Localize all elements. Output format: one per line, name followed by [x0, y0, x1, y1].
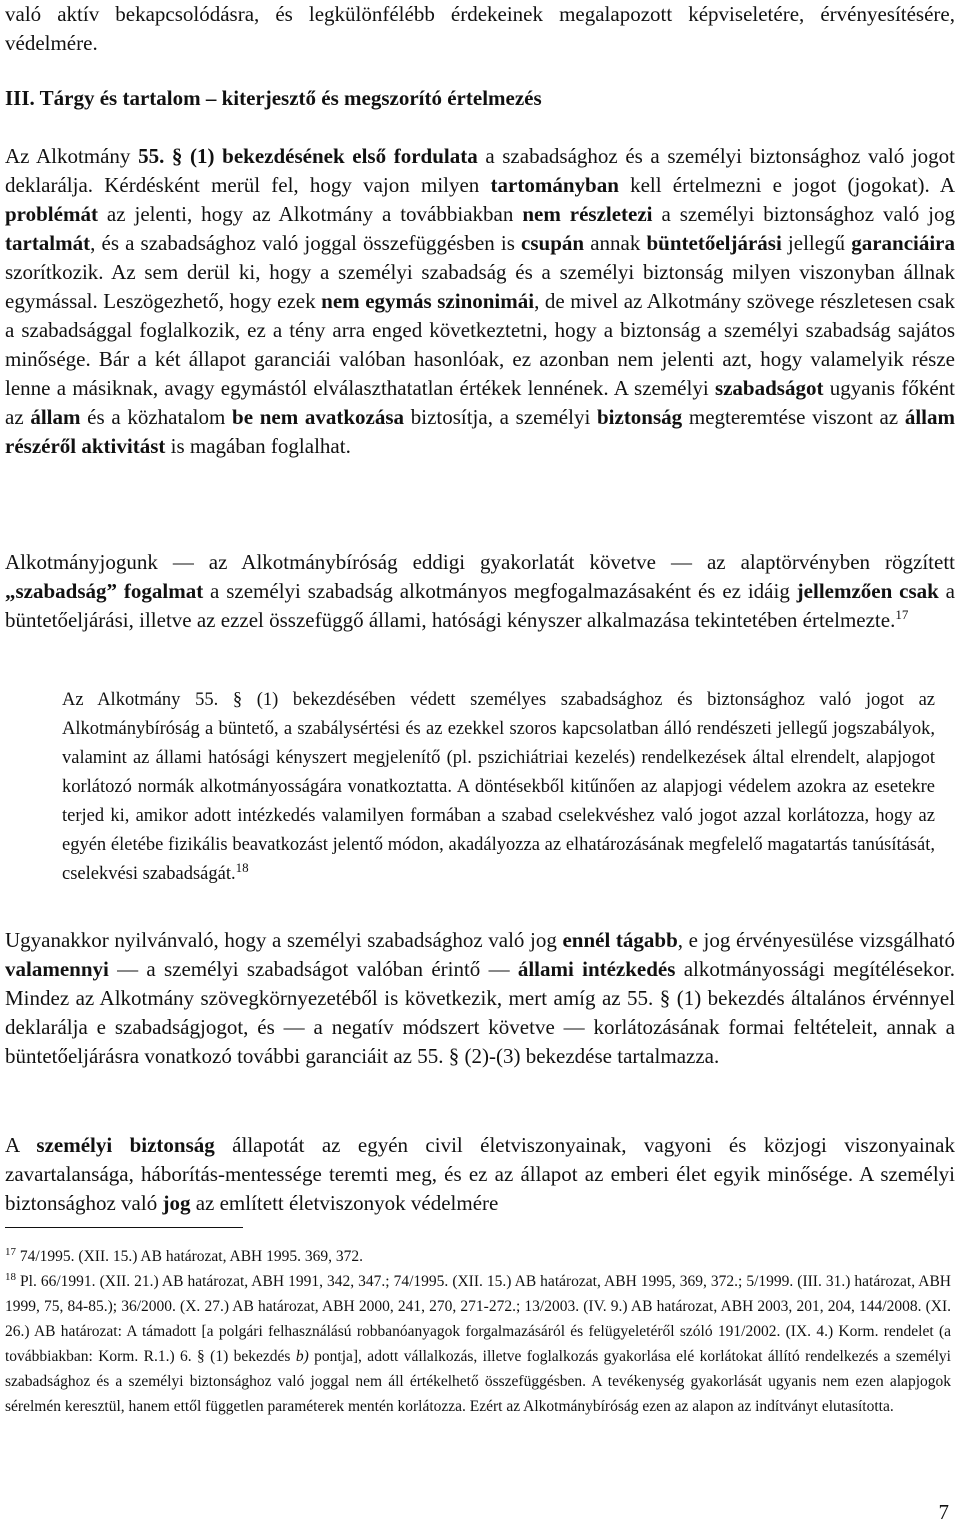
footnote-ref: 18 — [235, 859, 249, 875]
bold-text: tartományban — [490, 173, 619, 197]
text: A — [5, 1133, 37, 1157]
text: pontja], adott vállalkozás, illetve foglalkozás gyakorlása elé korlátokat állító rendelkezés a személyi szabadsághoz és a személyi biztonsághoz való joggal nem áll értékelhető összefüggésben. A tevékenység gyakorlását ugyanis nem ezen alapjogok sérelmén keresztül, hanem ettől független paraméterek mentén korlátozza. Ezért az Alkotmánybíróság ezen az alapon az indítványt elutasította. — [5, 1348, 951, 1415]
text: az említett életviszonyok védelmére — [190, 1191, 499, 1215]
text: megteremtése viszont az — [682, 405, 905, 429]
text: és a közhatalom — [80, 405, 233, 429]
text: Alkotmányjogunk — az Alkotmánybíróság eddigi gyakorlatát követve — az alaptörvényben rögzített — [5, 550, 955, 574]
bold-text: tartalmát — [5, 231, 91, 255]
text: szorítkozik. Az sem derül ki, hogy a személyi szabadság és a személyi biztonság milyen viszonyban állnak egymással. Leszögezhető, hogy ezek — [5, 260, 955, 313]
footnote-ref: 17 — [895, 607, 909, 622]
text: 74/1995. (XII. 15.) AB határozat, ABH 1995. 369, 372. — [16, 1248, 363, 1265]
text: az jelenti, hogy az Alkotmány a továbbiakban — [97, 202, 523, 226]
text: is magában foglalhat. — [165, 434, 351, 458]
text: Pl. 66/1991. (XII. 21.) AB határozat, ABH 1991, 342, 347.; 74/1995. (XII. 15.) AB határozat, ABH 1995, 369, 372.; 5/1999. (III. 31.) határozat, ABH 1999, 75, 84-85.); 36/2000. (X. 27.) AB határozat, ABH 2000, 241, 270, 271-272.; 13/2003. (IV. 9.) AB határozat, ABH 2003, 201, 204, 144/2008. (XI. 26.) AB határozat: A támadott [a polgári felhasználású robbanóanyagok forgalmazásáról és felügyeletéről szóló 191/2002. (IX. 4.) Korm. rendelet (a továbbiakban: Korm. R.1.) 6. § (1) bekezdés — [5, 1273, 951, 1365]
text: Az Alkotmány 55. § (1) bekezdésében védett személyes szabadsághoz és biztonsághoz való jogot az Alkotmánybíróság a büntető, a szabálysértési és az ezekkel szoros kapcsolatban álló rendészeti jellegű jogszabályok, valamint az állami hatósági kényszert megjelenítő (pl. pszichiátriai kezelés) rendelkezések által elrendelt, alapjogot korlátozó normák alkotmányosságára vonatkoztatta. A döntésekből kitűnően az alapjogi védelem azokra az esetekre terjed ki, amikor adott intézkedés valamilyen formában a szabad cselekvéshez való jogot azzal korlátozza, hogy az egyén életébe fizikális beavatkozást jelentő módon, akadályozza az elhatározásának megfelelő magatartás tanúsítását, cselekvési szabadságát. — [62, 690, 935, 884]
text: alkotmányossági megítélésekor. Mindez az Alkotmány szövegkörnyezetéből is következik, mert amíg az 55. § (1) bekezdés általános érvénnyel deklarálja e szabadságjogot, és — a negatív módszert követve — korlátozásának formai feltételeit, annak a büntetőeljárásra vonatkozó további garanciáit az 55. § (2)-(3) bekezdése tartalmazza. — [5, 957, 955, 1068]
bold-text: valamennyi — [5, 957, 109, 981]
text: — a személyi szabadságot valóban érintő — — [108, 957, 518, 981]
text: való aktív bekapcsolódásra, és legkülönfélébb érdekeinek megalapozott képviseletére, érvényesítésére, védelmére. — [5, 2, 955, 55]
section-heading: III. Tárgy és tartalom – kiterjesztő és megszorító értelmezés — [5, 86, 542, 110]
italic-text: b) — [295, 1348, 309, 1365]
paragraph-intro — [5, 0, 955, 58]
footnotes — [5, 1244, 951, 1419]
paragraph-constitutional-law — [5, 548, 955, 635]
bold-text: nem egymás szinonimái — [321, 289, 535, 313]
text: a büntetőeljárási, illetve az ezzel összefüggő állami, hatósági kényszer alkalmazása tekintetében értelmezte. — [5, 579, 956, 632]
footnote-divider — [5, 1227, 243, 1228]
footnote-18 — [5, 1269, 951, 1419]
bold-text: garanciáira — [851, 231, 955, 255]
paragraph-constitution — [5, 142, 955, 461]
page-number: 7 — [938, 1500, 949, 1524]
bold-text: állam részéről aktivitást — [5, 405, 955, 458]
footnote-ref: 17 — [5, 1245, 16, 1258]
bold-text: be nem avatkozása — [232, 405, 405, 429]
bold-text: szabadságot — [714, 376, 824, 400]
bold-text: jellemzően csak — [796, 579, 939, 603]
text: Ugyanakkor nyilvánvaló, hogy a személyi szabadsághoz való jog — [5, 928, 563, 952]
bold-text: személyi biztonság — [36, 1133, 215, 1157]
text: , és a szabadsághoz való joggal összefüggésben is — [90, 231, 522, 255]
footnote-ref: 18 — [5, 1270, 16, 1283]
bold-text: állami intézkedés — [517, 957, 676, 981]
text: jellegű — [781, 231, 852, 255]
text: Az Alkotmány — [5, 144, 139, 168]
bold-text: „szabadság” fogalmat — [5, 579, 204, 603]
paragraph-personal-security — [5, 1131, 955, 1218]
bold-text: büntetőeljárási — [646, 231, 782, 255]
bold-text: problémát — [5, 202, 98, 226]
text: a szabadsághoz és a személyi biztonsághoz való jogot deklarálja. Kérdésként merül fel, hogy vajon milyen — [5, 144, 955, 197]
bold-text: csupán — [521, 231, 585, 255]
text: biztosítja, a személyi — [404, 405, 597, 429]
bold-text: nem részletezi — [522, 202, 653, 226]
text: a személyi szabadság alkotmányos megfogalmazásaként és ez idáig — [203, 579, 797, 603]
text: ugyanis főként az — [5, 376, 955, 429]
text: állapotát az egyén civil életviszonyainak, vagyoni és közjogi viszonyainak zavartalansága, háborítás-mentessége teremti meg, és ez az állapot az emberi élet egyik minősége. A személyi biztonsághoz való — [5, 1133, 955, 1215]
text: annak — [584, 231, 647, 255]
bold-text: 55. § (1) bekezdésének első fordulata — [138, 144, 478, 168]
block-quote — [62, 686, 935, 889]
text: a személyi biztonsághoz való jog — [652, 202, 955, 226]
text: , e jog érvényesülése vizsgálható — [677, 928, 955, 952]
bold-text: állam — [30, 405, 81, 429]
bold-text: ennél tágabb — [562, 928, 678, 952]
paragraph-scope — [5, 926, 955, 1071]
bold-text: jog — [162, 1191, 191, 1215]
text: , de mivel az Alkotmány szövege részletesen csak a szabadsággal foglalkozik, ez a tény arra enged következtetni, hogy a biztonság a személyi szabadság sajátos minősége. Bár a két állapot garanciái valóban hasonlóak, ez azonban nem jelenti azt, hogy valamelyik része lenne a másiknak, avagy egymástól elválaszthatatlan értékek lennének. A személyi — [5, 289, 955, 400]
bold-text: biztonság — [596, 405, 683, 429]
footnote-17 — [5, 1244, 951, 1269]
text: kell értelmezni e jogot (jogokat). A — [618, 173, 955, 197]
